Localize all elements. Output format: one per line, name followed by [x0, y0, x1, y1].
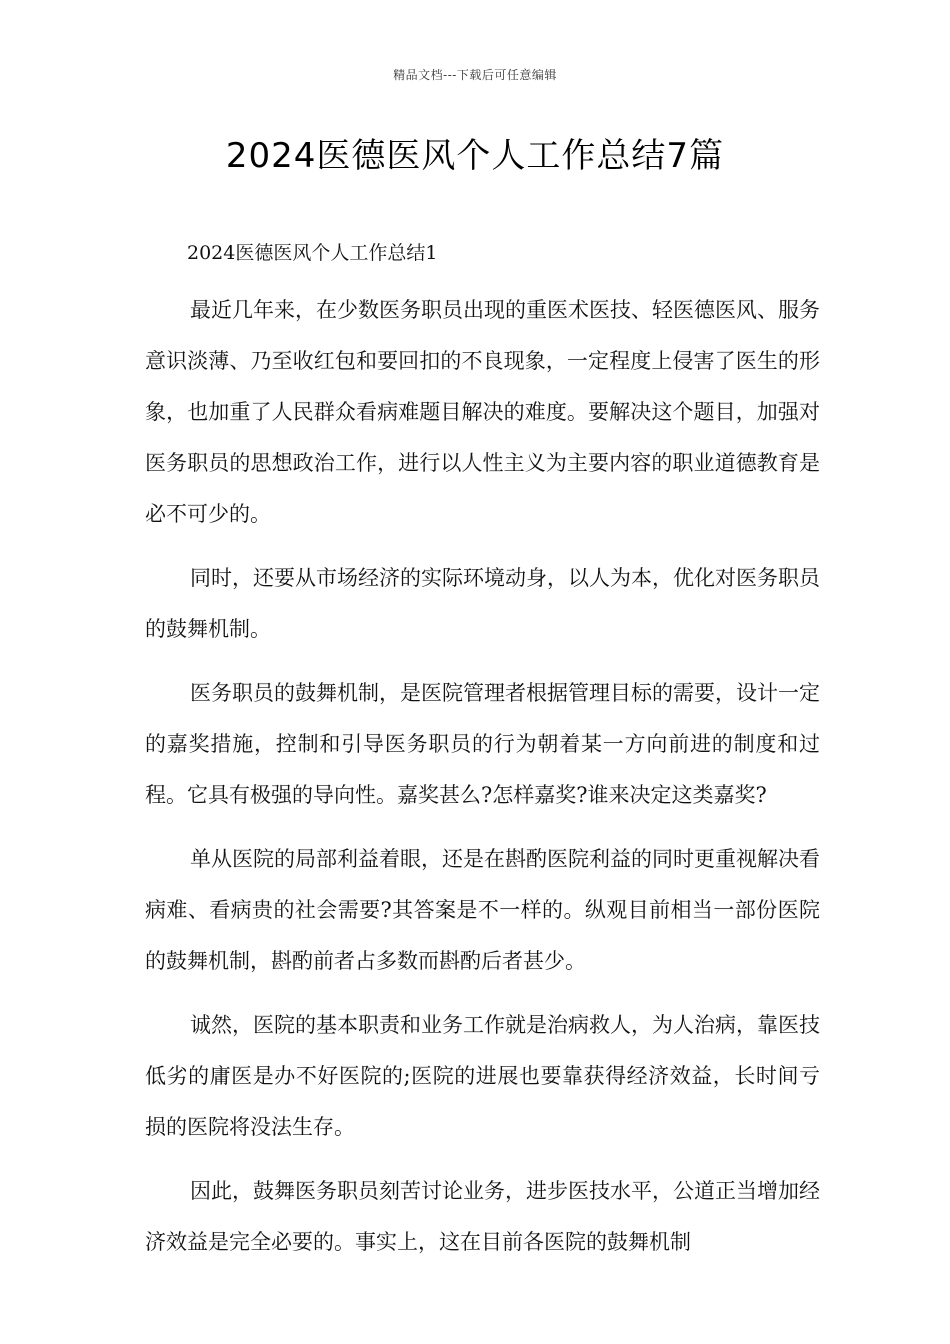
- paragraph-3: 医务职员的鼓舞机制，是医院管理者根据管理目标的需要，设计一定的嘉奖措施，控制和引导医务职员的行为朝着某一方向前进的制度和过程。它具有极强的导向性。嘉奖甚么?怎样嘉奖?谁来决定这类嘉奖?: [145, 681, 820, 807]
- document-body: [145, 234, 820, 1281]
- paragraph-4: 单从医院的局部利益着眼，还是在斟酌医院利益的同时更重视解决看病难、看病贵的社会需要?其答案是不一样的。纵观目前相当一部份医院的鼓舞机制，斟酌前者占多数而斟酌后者甚少。: [145, 847, 820, 973]
- paragraph-1: 最近几年来，在少数医务职员出现的重医术医技、轻医德医风、服务意识淡薄、乃至收红包和要回扣的不良现象，一定程度上侵害了医生的形象，也加重了人民群众看病难题目解决的难度。要解决这个题目，加强对医务职员的思想政治工作，进行以人性主义为主要内容的职业道德教育是必不可少的。: [145, 298, 820, 526]
- paragraph-5: 诚然，医院的基本职责和业务工作就是治病救人，为人治病，靠医技低劣的庸医是办不好医院的;医院的进展也要靠获得经济效益，长时间亏损的医院将没法生存。: [145, 1013, 820, 1139]
- paragraph-6: 因此，鼓舞医务职员刻苦讨论业务，进步医技水平，公道正当增加经济效益是完全必要的。事实上，这在目前各医院的鼓舞机制: [145, 1179, 820, 1254]
- document-title: 2024医德医风个人工作总结7篇: [225, 136, 725, 176]
- paragraph-2: 同时，还要从市场经济的实际环境动身，以人为本，优化对医务职员的鼓舞机制。: [145, 566, 820, 641]
- section-heading: 2024医德医风个人工作总结1: [187, 242, 438, 264]
- header-note: 精品文档---下载后可任意编辑: [393, 68, 557, 82]
